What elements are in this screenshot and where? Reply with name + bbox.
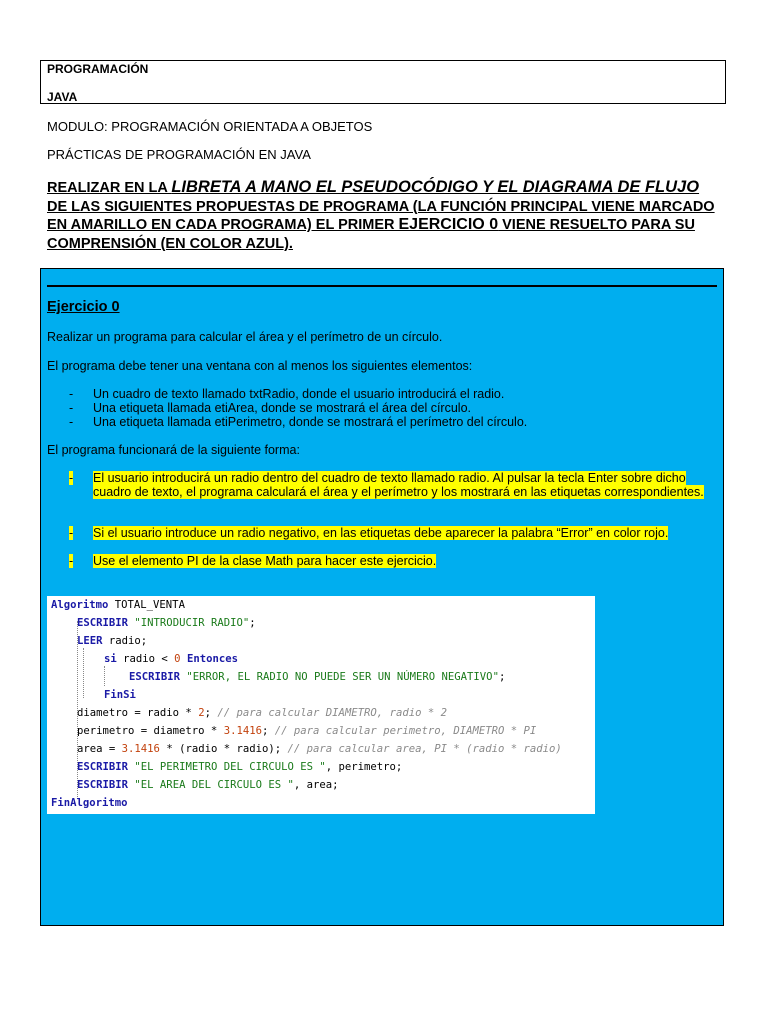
- code-line: Algoritmo TOTAL_VENTA: [51, 599, 185, 611]
- list-item: - Una etiqueta llamada etiArea, donde se mostrará el área del círculo.: [69, 401, 471, 415]
- divider: [47, 285, 717, 287]
- exercise-behaviour-intro: El programa funcionará de la siguiente forma:: [47, 443, 300, 457]
- code-line: FinAlgoritmo: [51, 797, 128, 809]
- code-line: si radio < 0 Entonces: [104, 653, 238, 665]
- exercise-elements-intro: El programa debe tener una ventana con al menos los siguientes elementos:: [47, 359, 473, 373]
- code-line: ESCRIBIR "EL AREA DEL CIRCULO ES ", area;: [77, 779, 339, 791]
- intro-part4: EJERCICIO 0: [398, 216, 499, 233]
- highlighted-item: - Si el usuario introduce un radio negativo, en las etiquetas debe aparecer la palabra “Error” en color rojo.: [69, 526, 669, 540]
- pseudocode-block: [47, 596, 595, 814]
- intro-part1: REALIZAR EN LA: [47, 180, 172, 196]
- intro-part2: LIBRETA A MANO EL PSEUDOCÓDIGO Y EL DIAGRAMA DE FLUJO: [171, 178, 700, 196]
- exercise-title: Ejercicio 0: [47, 299, 120, 315]
- header-box: [40, 60, 726, 104]
- code-line: ESCRIBIR "ERROR, EL RADIO NO PUEDE SER UN NÚMERO NEGATIVO";: [129, 671, 506, 683]
- exercise-panel: [40, 268, 724, 926]
- code-line: perimetro = diametro * 3.1416; // para calcular perimetro, DIAMETRO * PI: [77, 725, 537, 737]
- code-line: FinSi: [104, 689, 136, 701]
- intro-part3: DE LAS SIGUIENTES PROPUESTAS DE PROGRAMA (LA FUNCIÓN PRINCIPAL VIENE MARCADO EN AMARILLO EN CADA PROGRAMA) EL PRIMER: [47, 198, 715, 233]
- header-title: PROGRAMACIÓN: [47, 62, 149, 76]
- highlighted-item: - El usuario introducirá un radio dentro del cuadro de texto llamado radio. Al pulsar la tecla Enter sobre dicho cuadro de texto, el programa calculará el área y el perímetro y los mostrará en las etiquetas correspondientes.: [69, 471, 704, 499]
- module-line: MODULO: PROGRAMACIÓN ORIENTADA A OBJETOS: [47, 119, 373, 134]
- list-item: - Un cuadro de texto llamado txtRadio, donde el usuario introducirá el radio.: [69, 387, 505, 401]
- code-line: ESCRIBIR "EL PERIMETRO DEL CIRCULO ES ", perimetro;: [77, 761, 403, 773]
- elements-list: [69, 387, 527, 429]
- header-subtitle: JAVA: [47, 90, 78, 104]
- intro-instructions: [47, 178, 717, 253]
- exercise-desc: Realizar un programa para calcular el área y el perímetro de un círculo.: [47, 330, 443, 344]
- code-line: area = 3.1416 * (radio * radio); // para calcular area, PI * (radio * radio): [77, 743, 562, 755]
- list-item: - Una etiqueta llamada etiPerimetro, donde se mostrará el perímetro del círculo.: [69, 415, 528, 429]
- indent-guide: [83, 648, 84, 698]
- code-line: LEER radio;: [77, 635, 148, 647]
- intro-part5: VIENE RESUELTO PARA SU COMPRENSIÓN (EN COLOR AZUL).: [47, 217, 695, 252]
- code-line: diametro = radio * 2; // para calcular DIAMETRO, radio * 2: [77, 707, 447, 719]
- indent-guide: [104, 666, 105, 686]
- practices-line: PRÁCTICAS DE PROGRAMACIÓN EN JAVA: [47, 147, 311, 162]
- code-line: ESCRIBIR "INTRODUCIR RADIO";: [77, 617, 256, 629]
- highlighted-item: - Use el elemento PI de la clase Math para hacer este ejercicio.: [69, 554, 437, 568]
